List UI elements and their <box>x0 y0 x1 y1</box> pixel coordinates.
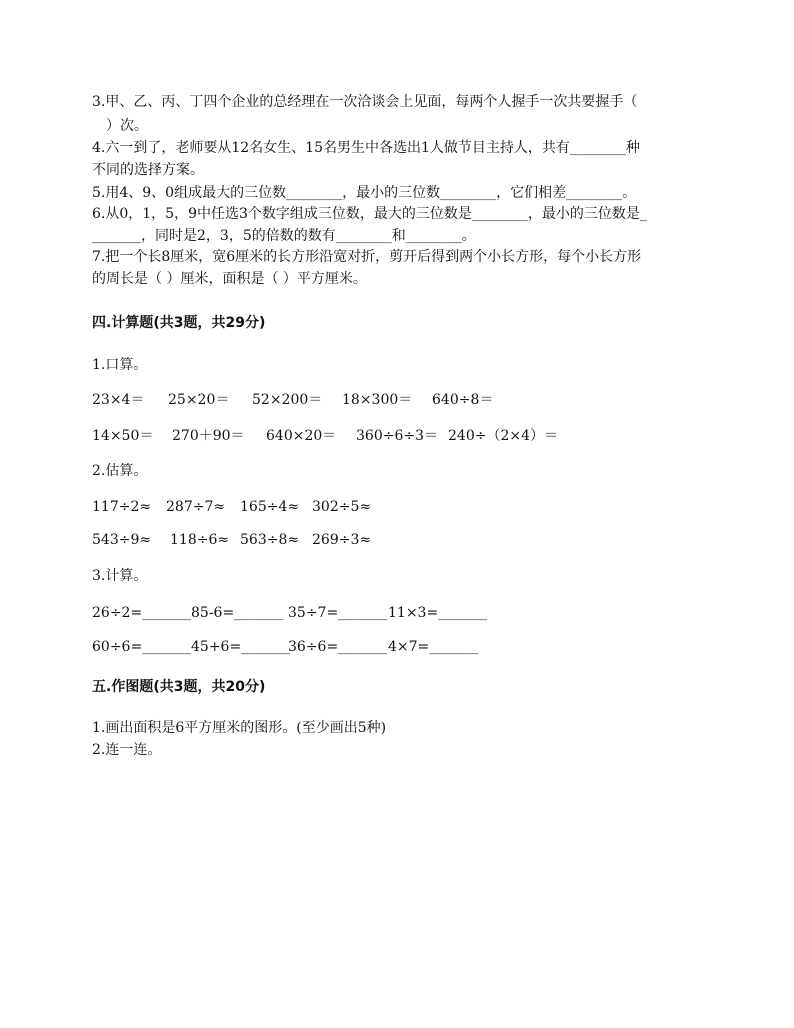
compute-item: 11×3=_______ <box>388 605 488 621</box>
question-3-line-2: ）次。 <box>106 118 148 134</box>
calc-item: 640×20＝ <box>266 428 337 444</box>
drawing-q1: 1.画出面积是6平方厘米的图形。(至少画出5种) <box>92 720 387 736</box>
estimate-item: 165÷4≈ <box>240 499 300 515</box>
calc-item: 25×20＝ <box>168 392 230 408</box>
estimate-item: 302÷5≈ <box>312 499 372 515</box>
calc-item: 52×200＝ <box>252 392 323 408</box>
compute-item: 45+6=_______ <box>191 639 291 655</box>
estimate-item: 287÷7≈ <box>166 499 226 515</box>
calc-item: 640÷8＝ <box>432 392 494 408</box>
compute-item: 85-6=_______ <box>191 605 284 621</box>
calc-q3-title: 3.计算。 <box>92 568 148 584</box>
question-5-line-1: 5.用4、9、0组成最大的三位数________，最小的三位数________，它们相差________。 <box>92 185 637 201</box>
question-4-line-1: 4.六一到了，老师要从12名女生、15名男生中各选出1人做节目主持人，共有________种 <box>92 140 640 156</box>
calc-q2-title: 2.估算。 <box>92 463 148 479</box>
calc-item: 270＋90＝ <box>172 428 245 444</box>
calc-q1-title: 1.口算。 <box>92 357 148 373</box>
calc-item: 14×50＝ <box>92 428 154 444</box>
question-7-line-2: 的周长是（ ）厘米，面积是（ ）平方厘米。 <box>92 271 367 287</box>
compute-item: 26÷2=_______ <box>92 605 192 621</box>
compute-item: 4×7=_______ <box>388 639 479 655</box>
question-3-line-1: 3.甲、乙、丙、丁四个企业的总经理在一次洽谈会上见面，每两个人握手一次共要握手（ <box>92 94 638 110</box>
estimate-item: 563÷8≈ <box>240 532 300 548</box>
estimate-item: 269÷3≈ <box>312 532 372 548</box>
question-6-line-1: 6.从0，1，5，9中任选3个数字组成三位数，最大的三位数是________，最小的三位数是_ <box>92 206 647 222</box>
calc-item: 360÷6÷3＝ <box>356 428 438 444</box>
compute-item: 60÷6=_______ <box>92 639 192 655</box>
question-4-line-2: 不同的选择方案。 <box>92 162 204 178</box>
estimate-item: 118÷6≈ <box>170 532 230 548</box>
compute-item: 35÷7=_______ <box>288 605 388 621</box>
calc-item: 18×300＝ <box>342 392 413 408</box>
estimate-item: 543÷9≈ <box>92 532 152 548</box>
calc-item: 240÷（2×4）＝ <box>448 428 558 444</box>
section-5-heading: 五.作图题(共3题，共20分) <box>92 679 266 695</box>
section-4-heading: 四.计算题(共3题，共29分) <box>92 315 266 331</box>
question-7-line-1: 7.把一个长8厘米，宽6厘米的长方形沿宽对折，剪开后得到两个小长方形，每个小长方形 <box>92 249 642 265</box>
calc-item: 23×4＝ <box>92 392 145 408</box>
drawing-q2: 2.连一连。 <box>92 742 162 758</box>
estimate-item: 117÷2≈ <box>92 499 152 515</box>
compute-item: 36÷6=_______ <box>288 639 388 655</box>
question-6-line-2: _______，同时是2，3，5的倍数的数有________和________。 <box>92 228 476 244</box>
